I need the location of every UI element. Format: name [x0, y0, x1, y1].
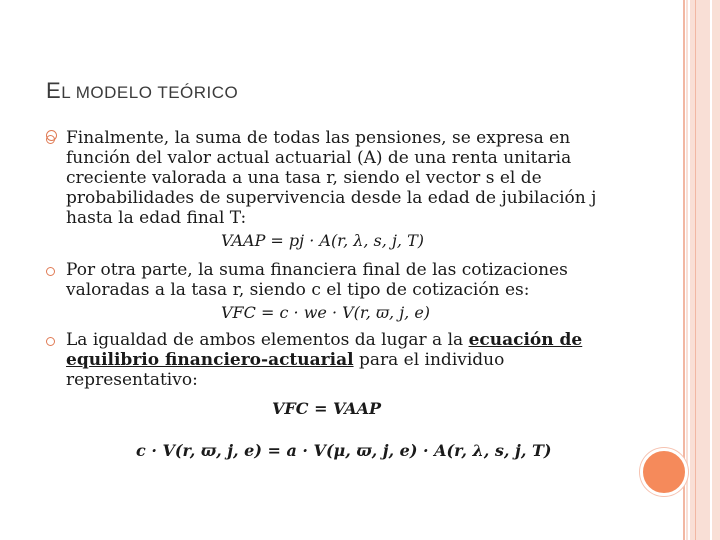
equation: VFC = c · we · V(r, ϖ, j, e) [221, 303, 431, 322]
decorative-border-line [695, 0, 696, 540]
slide-content [46, 128, 626, 462]
slide-title-initial: E [46, 78, 62, 103]
decorative-border-line [710, 0, 712, 540]
bullet-text: Por otra parte, la suma financiera final de las cotizaciones valoradas a la tasa r, siendo c el tipo de cotización es: [66, 260, 568, 300]
highlighted-term: ecuación de equilibrio financiero-actuarial [66, 330, 583, 370]
bullet-icon [46, 267, 55, 276]
decorative-border-band [686, 0, 720, 540]
bullet-text: Finalmente, la suma de todas las pensiones, se expresa en función del valor actual actuarial (A) de una renta unitaria creciente valorada a una tasa r, siendo el vector s el de probabilidades de supervivencia desde la edad de jubilación j hasta la edad final T: [66, 128, 597, 228]
equation: c · V(r, ϖ, j, e) = a · V(μ, ϖ, j, e) · A(r, λ, s, j, T) [136, 441, 552, 460]
bullet-icon [46, 135, 55, 144]
equation: VFC = VAAP [272, 399, 382, 418]
bullet-item [46, 330, 626, 462]
bullet-item [46, 128, 626, 252]
slide-title-rest: L MODELO TEÓRICO [61, 83, 239, 102]
bullet-text-after: para el individuo representativo: [66, 350, 505, 390]
bullet-text [66, 330, 626, 390]
bullet-text-before: La igualdad de ambos elementos da lugar a la [66, 330, 469, 350]
equation: VAAP = pj · A(r, λ, s, j, T) [221, 231, 424, 250]
bullet-icon [46, 337, 55, 346]
bullet-item [46, 260, 626, 324]
decorative-border-line [688, 0, 690, 540]
decorative-circle [640, 448, 688, 496]
slide-title [46, 78, 238, 104]
